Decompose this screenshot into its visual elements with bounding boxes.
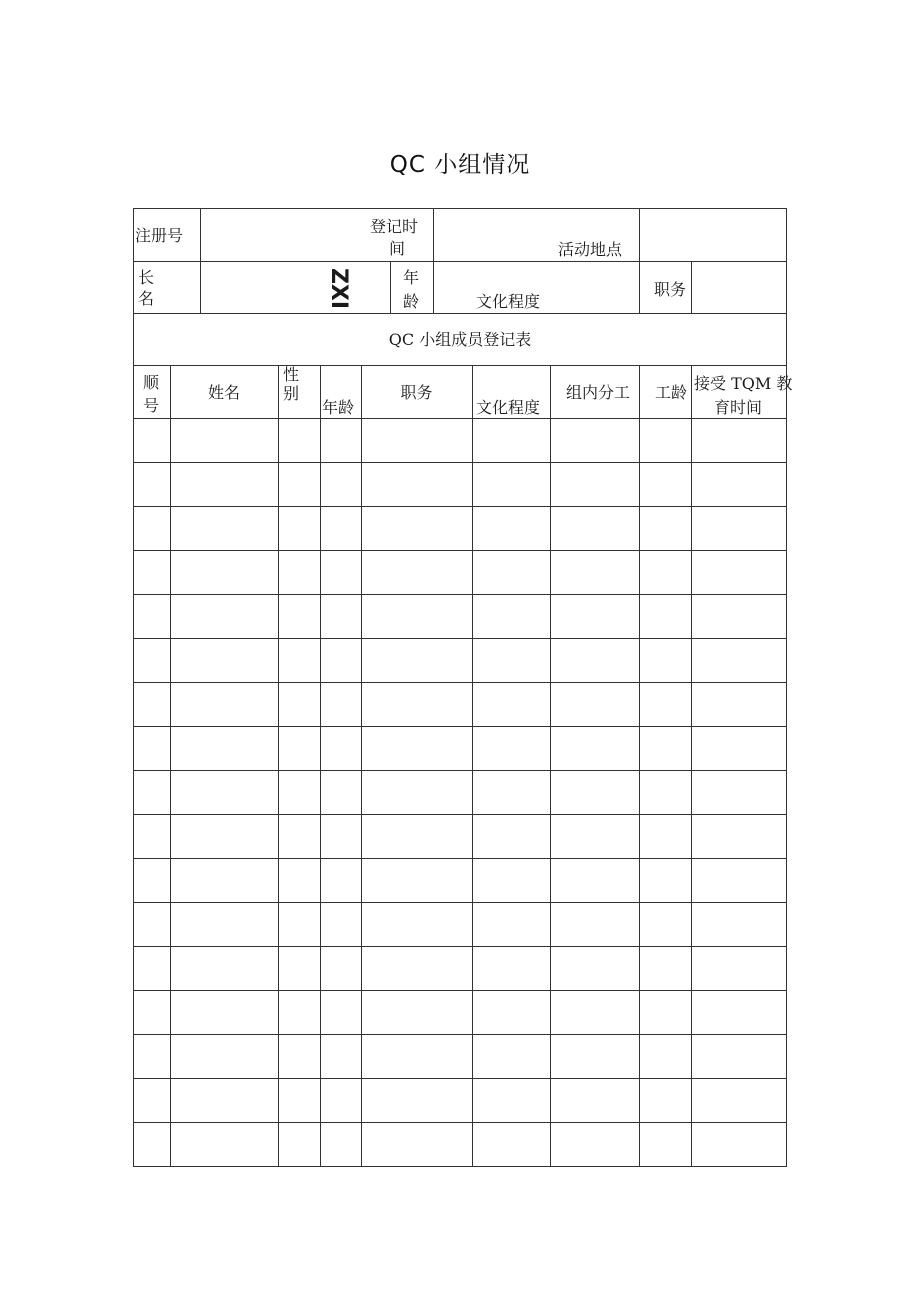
cell-role[interactable]	[551, 727, 639, 770]
table-row	[133, 814, 786, 858]
cell-role[interactable]	[551, 1035, 639, 1078]
cell-gender[interactable]	[279, 595, 320, 638]
table-row	[133, 682, 786, 726]
table-row	[133, 550, 786, 594]
header-name: 姓名	[207, 383, 240, 402]
cell-name[interactable]	[171, 507, 278, 550]
cell-education[interactable]	[473, 727, 550, 770]
cell-name[interactable]	[171, 727, 278, 770]
cell-tqm[interactable]	[692, 419, 786, 462]
cell-seq[interactable]	[134, 1035, 170, 1078]
cell-tqm[interactable]	[692, 771, 786, 814]
table-row	[133, 858, 786, 902]
reg-time-label: 登记时	[370, 217, 419, 236]
cell-education[interactable]	[473, 1123, 550, 1166]
cell-gender[interactable]	[279, 1123, 320, 1166]
cell-gender[interactable]	[279, 551, 320, 594]
location-label: 活动地点	[558, 240, 623, 259]
cell-name[interactable]	[171, 1035, 278, 1078]
cell-work-years[interactable]	[640, 859, 691, 902]
cell-position[interactable]	[362, 595, 472, 638]
table-row	[133, 1078, 786, 1122]
cell-position[interactable]	[362, 947, 472, 990]
cell-gender[interactable]	[279, 1079, 320, 1122]
education-label: 文化程度	[476, 292, 541, 311]
cell-work-years[interactable]	[640, 683, 691, 726]
cell-tqm[interactable]	[692, 683, 786, 726]
cell-age[interactable]	[321, 419, 361, 462]
cell-seq[interactable]	[134, 727, 170, 770]
cell-work-years[interactable]	[640, 815, 691, 858]
cell-name[interactable]	[171, 991, 278, 1034]
header-gender: 性	[283, 365, 300, 384]
cell-age[interactable]	[321, 1123, 361, 1166]
cell-role[interactable]	[551, 639, 639, 682]
cell-role[interactable]	[551, 683, 639, 726]
cell-age[interactable]	[321, 683, 361, 726]
cell-education[interactable]	[473, 859, 550, 902]
cell-education[interactable]	[473, 903, 550, 946]
cell-work-years[interactable]	[640, 463, 691, 506]
cell-work-years[interactable]	[640, 551, 691, 594]
cell-work-years[interactable]	[640, 595, 691, 638]
cell-seq[interactable]	[134, 463, 170, 506]
cell-tqm[interactable]	[692, 463, 786, 506]
cell-education[interactable]	[473, 551, 550, 594]
cell-education[interactable]	[473, 815, 550, 858]
cell-age[interactable]	[321, 639, 361, 682]
cell-work-years[interactable]	[640, 639, 691, 682]
cell-age[interactable]	[321, 1079, 361, 1122]
cell-seq[interactable]	[134, 859, 170, 902]
cell-gender[interactable]	[279, 947, 320, 990]
cell-name[interactable]	[171, 947, 278, 990]
table-row	[133, 726, 786, 770]
cell-education[interactable]	[473, 507, 550, 550]
cell-name[interactable]	[171, 771, 278, 814]
cell-gender[interactable]	[279, 727, 320, 770]
reg-no-field[interactable]	[201, 209, 433, 261]
cell-age[interactable]	[321, 727, 361, 770]
cell-role[interactable]	[551, 551, 639, 594]
cell-seq[interactable]	[134, 815, 170, 858]
cell-tqm[interactable]	[692, 947, 786, 990]
table-row	[133, 638, 786, 682]
cell-position[interactable]	[362, 639, 472, 682]
cell-name[interactable]	[171, 639, 278, 682]
table-row	[133, 594, 786, 638]
cell-education[interactable]	[473, 771, 550, 814]
cell-work-years[interactable]	[640, 507, 691, 550]
cell-gender[interactable]	[279, 859, 320, 902]
age-education-field[interactable]	[434, 262, 639, 313]
table-row	[133, 1122, 786, 1166]
cell-seq[interactable]	[134, 507, 170, 550]
leader-label-cont: 名	[138, 289, 155, 308]
cell-role[interactable]	[551, 947, 639, 990]
cell-age[interactable]	[321, 595, 361, 638]
cell-seq[interactable]	[134, 991, 170, 1034]
cell-work-years[interactable]	[640, 727, 691, 770]
cell-name[interactable]	[171, 815, 278, 858]
cell-age[interactable]	[321, 771, 361, 814]
cell-work-years[interactable]	[640, 991, 691, 1034]
cell-position[interactable]	[362, 771, 472, 814]
cell-age[interactable]	[321, 947, 361, 990]
cell-tqm[interactable]	[692, 595, 786, 638]
cell-tqm[interactable]	[692, 727, 786, 770]
cell-work-years[interactable]	[640, 903, 691, 946]
cell-age[interactable]	[321, 507, 361, 550]
cell-position[interactable]	[362, 1123, 472, 1166]
reg-time-field[interactable]	[434, 209, 639, 261]
cell-name[interactable]	[171, 463, 278, 506]
table-row	[133, 1034, 786, 1078]
cell-seq[interactable]	[134, 419, 170, 462]
position-field[interactable]	[692, 262, 786, 313]
cell-work-years[interactable]	[640, 1079, 691, 1122]
cell-position[interactable]	[362, 903, 472, 946]
cell-education[interactable]	[473, 947, 550, 990]
cell-role[interactable]	[551, 1123, 639, 1166]
cell-role[interactable]	[551, 1079, 639, 1122]
cell-position[interactable]	[362, 463, 472, 506]
table-row	[133, 902, 786, 946]
cell-name[interactable]	[171, 551, 278, 594]
members-table-caption: QC 小组成员登记表	[388, 330, 532, 349]
cell-name[interactable]	[171, 1079, 278, 1122]
table-row	[133, 506, 786, 550]
cell-tqm[interactable]	[692, 639, 786, 682]
header-tqm: 接受 TQM 教	[694, 374, 793, 393]
cell-education[interactable]	[473, 991, 550, 1034]
cell-role[interactable]	[551, 991, 639, 1034]
cell-tqm[interactable]	[692, 859, 786, 902]
cell-education[interactable]	[473, 639, 550, 682]
cell-work-years[interactable]	[640, 1123, 691, 1166]
cell-education[interactable]	[473, 1035, 550, 1078]
cell-gender[interactable]	[279, 419, 320, 462]
cell-age[interactable]	[321, 551, 361, 594]
cell-position[interactable]	[362, 1035, 472, 1078]
handwritten-mark: ZXI	[326, 267, 352, 310]
reg-no-label: 注册号	[135, 226, 184, 245]
cell-name[interactable]	[171, 595, 278, 638]
cell-age[interactable]	[321, 903, 361, 946]
cell-role[interactable]	[551, 595, 639, 638]
cell-age[interactable]	[321, 815, 361, 858]
cell-gender[interactable]	[279, 683, 320, 726]
cell-position[interactable]	[362, 991, 472, 1034]
cell-gender[interactable]	[279, 815, 320, 858]
header-age: 年龄	[322, 398, 355, 417]
cell-gender[interactable]	[279, 507, 320, 550]
cell-tqm[interactable]	[692, 1123, 786, 1166]
cell-role[interactable]	[551, 771, 639, 814]
cell-education[interactable]	[473, 595, 550, 638]
cell-gender[interactable]	[279, 1035, 320, 1078]
cell-gender[interactable]	[279, 771, 320, 814]
cell-tqm[interactable]	[692, 507, 786, 550]
cell-role[interactable]	[551, 463, 639, 506]
cell-seq[interactable]	[134, 1079, 170, 1122]
cell-name[interactable]	[171, 903, 278, 946]
table-row	[133, 946, 786, 990]
page-title: QC 小组情况	[389, 152, 531, 178]
table-row	[133, 770, 786, 814]
cell-age[interactable]	[321, 1035, 361, 1078]
cell-position[interactable]	[362, 551, 472, 594]
cell-gender[interactable]	[279, 991, 320, 1034]
cell-position[interactable]	[362, 507, 472, 550]
cell-position[interactable]	[362, 419, 472, 462]
cell-name[interactable]	[171, 859, 278, 902]
leader-label: 长	[138, 268, 155, 287]
header-role: 组内分工	[566, 383, 631, 402]
table-row	[133, 418, 786, 462]
cell-gender[interactable]	[279, 639, 320, 682]
cell-tqm[interactable]	[692, 991, 786, 1034]
cell-education[interactable]	[473, 683, 550, 726]
cell-role[interactable]	[551, 859, 639, 902]
table-border-right	[786, 208, 787, 1167]
cell-gender[interactable]	[279, 903, 320, 946]
cell-role[interactable]	[551, 903, 639, 946]
cell-work-years[interactable]	[640, 947, 691, 990]
info-col-divider	[390, 261, 391, 314]
cell-age[interactable]	[321, 859, 361, 902]
cell-seq[interactable]	[134, 551, 170, 594]
cell-name[interactable]	[171, 683, 278, 726]
cell-age[interactable]	[321, 463, 361, 506]
header-education: 文化程度	[476, 398, 541, 417]
reg-time-label-cont: 间	[389, 239, 406, 258]
cell-seq[interactable]	[134, 639, 170, 682]
header-seq-cont: 号	[143, 396, 160, 415]
cell-education[interactable]	[473, 419, 550, 462]
cell-position[interactable]	[362, 683, 472, 726]
cell-work-years[interactable]	[640, 1035, 691, 1078]
header-position: 职务	[400, 383, 433, 402]
cell-tqm[interactable]	[692, 1079, 786, 1122]
header-work-years: 工龄	[655, 383, 688, 402]
cell-seq[interactable]	[134, 595, 170, 638]
age-label: 年	[403, 268, 420, 287]
table-row	[133, 462, 786, 506]
position-label: 职务	[654, 280, 687, 299]
caption-row-bottom	[133, 365, 787, 366]
cell-role[interactable]	[551, 419, 639, 462]
cell-position[interactable]	[362, 859, 472, 902]
cell-work-years[interactable]	[640, 771, 691, 814]
cell-education[interactable]	[473, 1079, 550, 1122]
cell-tqm[interactable]	[692, 1035, 786, 1078]
cell-age[interactable]	[321, 991, 361, 1034]
info-section-bottom	[133, 313, 787, 314]
cell-tqm[interactable]	[692, 551, 786, 594]
leader-name-field[interactable]	[201, 262, 390, 313]
cell-position[interactable]	[362, 1079, 472, 1122]
cell-work-years[interactable]	[640, 419, 691, 462]
cell-position[interactable]	[362, 727, 472, 770]
cell-gender[interactable]	[279, 463, 320, 506]
cell-seq[interactable]	[134, 947, 170, 990]
cell-seq[interactable]	[134, 903, 170, 946]
cell-name[interactable]	[171, 419, 278, 462]
location-field[interactable]	[640, 209, 786, 261]
age-label-cont: 龄	[403, 292, 420, 311]
cell-role[interactable]	[551, 815, 639, 858]
cell-name[interactable]	[171, 1123, 278, 1166]
cell-seq[interactable]	[134, 683, 170, 726]
header-gender-cont: 别	[283, 384, 300, 403]
cell-role[interactable]	[551, 507, 639, 550]
cell-tqm[interactable]	[692, 903, 786, 946]
table-row	[133, 990, 786, 1034]
cell-education[interactable]	[473, 463, 550, 506]
header-seq: 顺	[143, 373, 160, 392]
cell-seq[interactable]	[134, 1123, 170, 1166]
header-tqm-cont: 育时间	[714, 398, 763, 417]
cell-seq[interactable]	[134, 771, 170, 814]
cell-position[interactable]	[362, 815, 472, 858]
table-border-bottom	[133, 1166, 787, 1167]
cell-tqm[interactable]	[692, 815, 786, 858]
